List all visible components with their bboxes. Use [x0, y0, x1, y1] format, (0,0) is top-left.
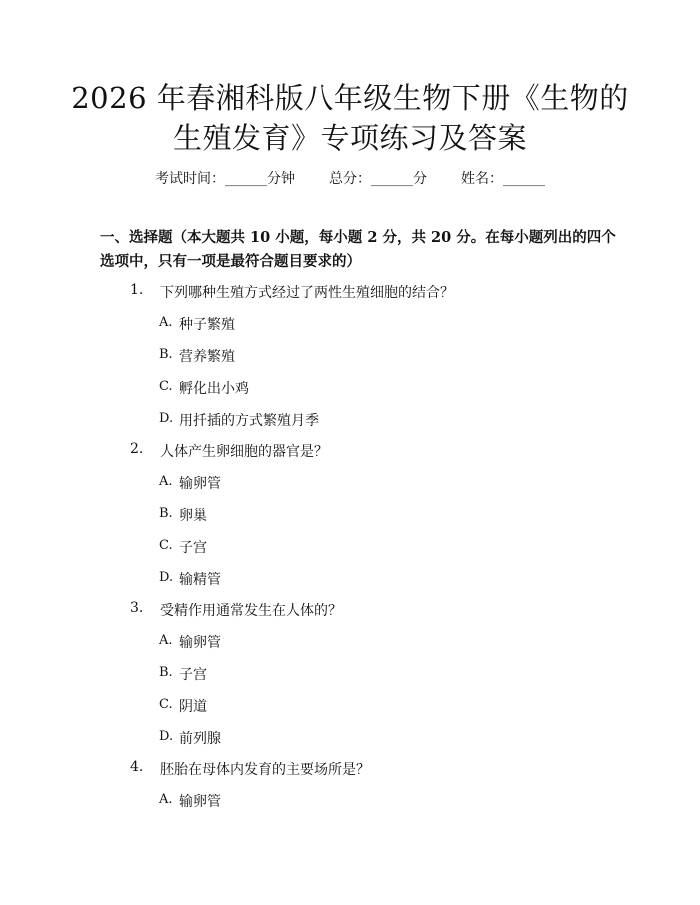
- question-number: 1.: [130, 282, 144, 298]
- question-text: 胚胎在母体内发育的主要场所是？: [160, 762, 370, 778]
- option-letter: A.: [159, 792, 173, 807]
- option-letter: C.: [159, 697, 173, 712]
- total-score-field: 总分：______分: [329, 171, 427, 187]
- option-letter: B.: [159, 347, 173, 362]
- option-letter: D.: [159, 411, 174, 426]
- option-text: 输卵管: [179, 476, 221, 492]
- question-number: 2.: [130, 441, 144, 457]
- option-letter: A.: [159, 474, 173, 489]
- option-letter: D.: [159, 570, 174, 585]
- document-title: 2026 年春湘科版八年级生物下册《生物的生殖发育》专项练习及答案: [71, 81, 629, 155]
- option-text: 输卵管: [179, 794, 221, 810]
- question-number: 3.: [130, 600, 144, 616]
- section-heading-multiple-choice: 一、选择题（本大题共 10 小题，每小题 2 分，共 20 分。在每小题列出的四个选项中，只有一项是最符合题目要求的）: [100, 229, 616, 270]
- student-name-field: 姓名：______: [461, 171, 545, 187]
- option-text: 子宫: [179, 667, 207, 683]
- exam-info-line: [0, 168, 700, 188]
- exam-time-field: 考试时间：______分钟: [155, 171, 295, 187]
- question-text: 受精作用通常发生在人体的？: [160, 603, 342, 619]
- option-text: 种子繁殖: [179, 317, 235, 333]
- option-letter: B.: [159, 506, 173, 521]
- option-letter: A.: [159, 315, 173, 330]
- option-letter: B.: [159, 665, 173, 680]
- option-text: 输精管: [179, 572, 221, 588]
- option-letter: D.: [159, 729, 174, 744]
- option-text: 前列腺: [179, 731, 221, 747]
- option-text: 输卵管: [179, 635, 221, 651]
- question-text: 下列哪种生殖方式经过了两性生殖细胞的结合？: [160, 285, 454, 301]
- option-text: 孵化出小鸡: [179, 381, 249, 397]
- question-text: 人体产生卵细胞的器官是？: [160, 444, 328, 460]
- option-text: 营养繁殖: [179, 349, 235, 365]
- option-letter: C.: [159, 538, 173, 553]
- option-letter: A.: [159, 633, 173, 648]
- option-text: 子宫: [179, 540, 207, 556]
- option-text: 卵巢: [179, 508, 207, 524]
- option-text: 阴道: [179, 699, 207, 715]
- option-letter: C.: [159, 379, 173, 394]
- option-text: 用扦插的方式繁殖月季: [179, 413, 319, 429]
- question-number: 4.: [130, 759, 144, 775]
